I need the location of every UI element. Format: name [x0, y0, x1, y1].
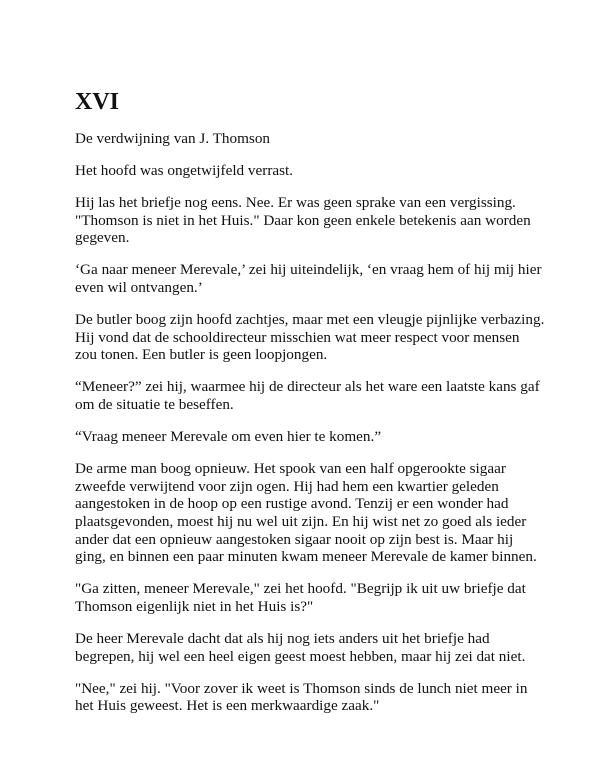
paragraph: Hij las het briefje nog eens. Nee. Er was geen sprake van een vergissing. "Thomson is niet in het Huis." Daar kon geen enkele betekenis aan worden gegeven. [75, 194, 531, 247]
paragraph: De arme man boog opnieuw. Het spook van een half opgerookte sigaar zweefde verwijtend voor zijn ogen. Hij had hem een kwartier geleden aangestoken in de hoop op een rustige avond. Tenzij er een wonder had plaatsgevonden, moest hij nu wel uit zijn. En hij wist net zo goed als ieder ander dat een opnieuw aangestoken sigaar nooit op zijn best is. Maar hij ging, en binnen een paar minuten kwam meneer Merevale de kamer binnen. [75, 460, 537, 566]
paragraph: "Ga zitten, meneer Merevale," zei het hoofd. "Begrijp ik uit uw briefje dat Thomson eigenlijk niet in het Huis is?" [75, 580, 526, 615]
paragraph: "Nee," zei hij. "Voor zover ik weet is Thomson sinds de lunch niet meer in het Huis geweest. Het is een merkwaardige zaak." [75, 679, 528, 715]
paragraph: De butler boog zijn hoofd zachtjes, maar met een vleugje pijnlijke verbazing. Hij vond dat de schooldirecteur misschien wat meer respect voor mensen zou tonen. Een butler is geen loopjongen. [75, 311, 545, 364]
paragraph: “Vraag meneer Merevale om even hier te komen.” [75, 428, 382, 446]
paragraph: ‘Ga naar meneer Merevale,’ zei hij uiteindelijk, ‘en vraag hem of hij mij hier even wil ontvangen.’ [75, 261, 542, 297]
paragraph: De heer Merevale dacht dat als hij nog iets anders uit het briefje had begrepen, hij wel een heel eigen geest moest hebben, maar hij zei dat niet. [75, 629, 526, 665]
paragraph: Het hoofd was ongetwijfeld verrast. [75, 162, 294, 180]
chapter-title: XVI [75, 89, 120, 115]
book-page [75, 88, 545, 729]
chapter-subtitle: De verdwijning van J. Thomson [75, 130, 271, 147]
paragraph: “Meneer?” zei hij, waarmee hij de directeur als het ware een laatste kans gaf om de situatie te beseffen. [75, 378, 540, 414]
